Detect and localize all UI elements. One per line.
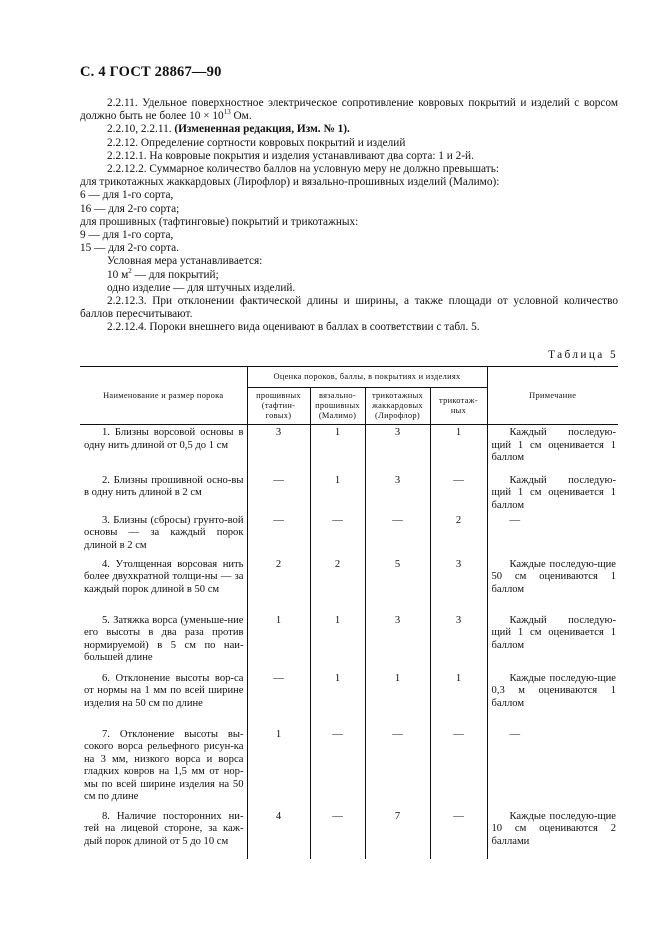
paragraph-grade1-b: 9 — для 1-го сорта, xyxy=(80,229,174,242)
defect-note: Каждые последую-щие 10 см оцениваются 2 баллами xyxy=(487,809,618,859)
defect-name: 4. Утолщенная ворсовая нить более двухкратной толщи-ны — за каждый порок длиной в 50 см xyxy=(84,558,244,595)
score-tufted: — xyxy=(247,513,310,557)
paragraph-grade2-a: 16 — для 2-го сорта; xyxy=(80,202,180,215)
score-lyroflor: 3 xyxy=(365,425,430,473)
defect-note: — xyxy=(487,513,618,557)
score-lyroflor: 3 xyxy=(365,613,430,671)
table-row xyxy=(80,473,618,513)
paragraph-tufted-types: для прошивных (тафтинговые) покрытий и трикотажных: xyxy=(80,215,359,228)
defect-note: Каждый последую-щий 1 см оценивается 1 баллом xyxy=(487,425,618,473)
paragraph-knitted-types: для трикотажных жаккардовых (Лирофлор) и вязально-прошивных изделий (Малимо): xyxy=(80,176,500,189)
score-malimo: — xyxy=(310,809,365,859)
score-lyroflor: 3 xyxy=(365,473,430,513)
score-malimo: — xyxy=(310,727,365,809)
score-tufted: — xyxy=(247,671,310,727)
defect-name: 6. Отклонение высоты вор-са от нормы на 1 мм по всей ширине изделия на 50 см по длине xyxy=(84,672,244,709)
defect-name: 7. Отклонение высоты вы-сокого ворса рельефного рисун-ка на 3 мм, низкого ворса и ворса гладких ковров на 1,5 мм от нор-мы по всей ширине изделия на 50 см по длине xyxy=(84,728,244,803)
score-lyroflor: 1 xyxy=(365,671,430,727)
paragraph-grade2-b: 15 — для 2-го сорта. xyxy=(80,242,179,255)
table-row xyxy=(80,425,618,473)
document-body xyxy=(80,97,618,335)
defect-note: — xyxy=(487,727,618,809)
header-col-knitted: трикотаж-ных xyxy=(430,388,487,425)
paragraph-measure-cover: 10 $м^2$ — для покрытий; xyxy=(107,266,219,281)
score-knitted: 2 xyxy=(430,513,487,557)
header-col-tufted: прошивных (тафтин-говых) xyxy=(247,388,310,425)
header-note: Примечание xyxy=(487,367,618,425)
defect-note: Каждые последую-щие 0,3 м оцениваются 1 баллом xyxy=(487,671,618,727)
score-malimo: 1 xyxy=(310,425,365,473)
score-knitted: 1 xyxy=(430,425,487,473)
score-lyroflor: — xyxy=(365,513,430,557)
score-malimo: 1 xyxy=(310,671,365,727)
paragraph-2-2-12-2: 2.2.12.2. Суммарное количество баллов на условную меру не должно превышать: xyxy=(107,163,499,176)
score-lyroflor: — xyxy=(365,727,430,809)
score-malimo: 2 xyxy=(310,557,365,613)
paragraph-amendment: 2.2.10, 2.2.11. (Измененная редакция, Изм. № 1). xyxy=(107,123,350,136)
score-tufted: 1 xyxy=(247,727,310,809)
score-tufted: — xyxy=(247,473,310,513)
defect-name: 8. Наличие посторонних ни-тей на лицевой стороне, за каж-дый порок длиной от 5 до 10 см xyxy=(84,810,244,847)
score-malimo: 1 xyxy=(310,613,365,671)
score-knitted: — xyxy=(430,727,487,809)
header-col-malimo: вязально-прошивных (Малимо) xyxy=(310,388,365,425)
table-row xyxy=(80,671,618,727)
paragraph-2-2-12-4: 2.2.12.4. Пороки внешнего вида оценивают в баллах в соответствии с табл. 5. xyxy=(107,321,480,334)
score-knitted: 1 xyxy=(430,671,487,727)
table-row xyxy=(80,809,618,859)
table-row xyxy=(80,613,618,671)
table-row xyxy=(80,557,618,613)
score-tufted: 2 xyxy=(247,557,310,613)
score-knitted: — xyxy=(430,473,487,513)
page-header: С. 4 ГОСТ 28867—90 xyxy=(80,64,222,80)
header-group: Оценка пороков, баллы, в покрытиях и изделиях xyxy=(247,367,487,388)
paragraph-2-2-11: 2.2.11. Удельное поверхностное электрическое сопротивление ковровых покрытий и изделий с ворсом должно быть не более $10 \times 10^{13}$ Ом. xyxy=(80,97,618,123)
score-tufted: 3 xyxy=(247,425,310,473)
paragraph-2-2-12-1: 2.2.12.1. На ковровые покрытия и изделия устанавливают два сорта: 1 и 2-й. xyxy=(107,149,474,162)
header-name: Наименование и размер порока xyxy=(80,367,247,425)
score-lyroflor: 5 xyxy=(365,557,430,613)
defect-note: Каждый последую-щий 1 см оценивается 1 баллом xyxy=(487,473,618,513)
score-malimo: 1 xyxy=(310,473,365,513)
score-knitted: — xyxy=(430,809,487,859)
defect-name: 2. Близны прошивной осно-вы в одну нить длиной в 2 см xyxy=(84,474,244,499)
score-knitted: 3 xyxy=(430,557,487,613)
defect-name: 3. Близны (сбросы) грунто-вой основы — за каждый порок длиной в 2 см xyxy=(84,514,244,551)
defect-name: 5. Затяжка ворса (уменьше-ние его высоты в два раза против нормируемой) в 5 см по наи-большей длине xyxy=(84,614,244,664)
paragraph-2-2-12: 2.2.12. Определение сортности ковровых покрытий и изделий xyxy=(107,136,406,149)
defects-table xyxy=(80,366,618,859)
paragraph-measure: Условная мера устанавливается: xyxy=(107,255,263,268)
table-caption: Таблица 5 xyxy=(548,349,618,361)
score-tufted: 4 xyxy=(247,809,310,859)
defect-note: Каждый последую-щий 1 см оценивается 1 баллом xyxy=(487,613,618,671)
table-row xyxy=(80,513,618,557)
header-col-lyroflor: трикотажных жаккардовых (Лирофлор) xyxy=(365,388,430,425)
defect-note: Каждые последую-щие 50 см оцениваются 1 баллом xyxy=(487,557,618,613)
paragraph-2-2-12-3: 2.2.12.3. При отклонении фактической длины и ширины, а также площади от условной количество баллов пересчитывают. xyxy=(80,295,618,321)
paragraph-grade1-a: 6 — для 1-го сорта, xyxy=(80,189,174,202)
table-row xyxy=(80,727,618,809)
paragraph-measure-item: одно изделие — для штучных изделий. xyxy=(107,281,296,294)
score-lyroflor: 7 xyxy=(365,809,430,859)
score-tufted: 1 xyxy=(247,613,310,671)
score-knitted: 3 xyxy=(430,613,487,671)
defect-name: 1. Близны ворсовой основы в одну нить длиной от 0,5 до 1 см xyxy=(84,427,244,451)
score-malimo: — xyxy=(310,513,365,557)
